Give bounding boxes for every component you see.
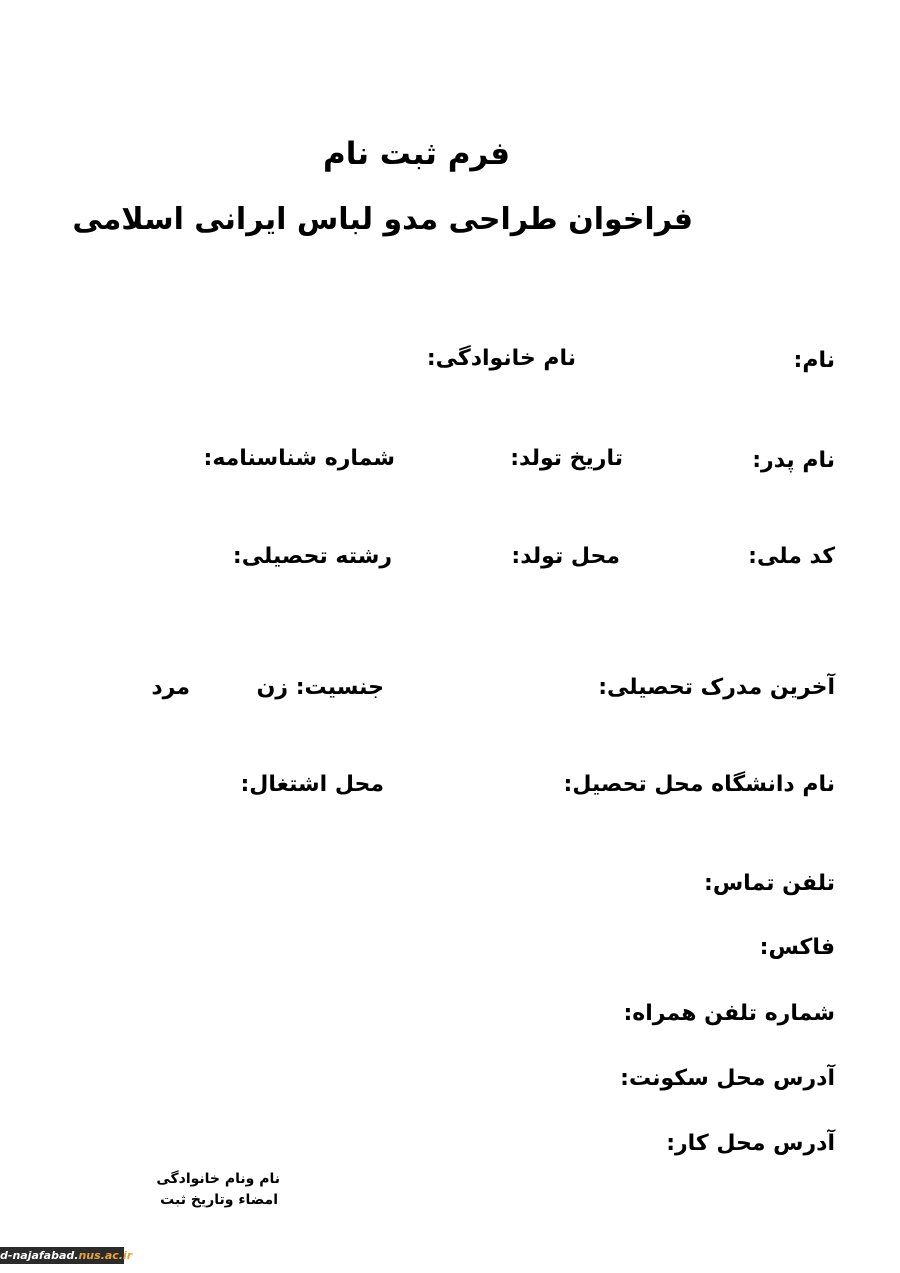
- mobile-label: شماره تلفن همراه:: [623, 1001, 835, 1026]
- home-address-label: آدرس محل سکونت:: [620, 1066, 835, 1091]
- birth-date-label: تاریخ تولد:: [510, 446, 623, 471]
- gender-male-option: مرد: [151, 675, 190, 700]
- workplace-label: محل اشتغال:: [240, 772, 384, 797]
- field-of-study-label: رشته تحصیلی:: [232, 544, 392, 569]
- national-code-label: کد ملی:: [748, 544, 835, 569]
- watermark-suffix: nus.ac.ir: [78, 1249, 133, 1262]
- signature-date-line: امضاء وتاریخ ثبت: [160, 1192, 278, 1208]
- phone-label: تلفن تماس:: [704, 871, 835, 896]
- fax-label: فاکس:: [759, 935, 835, 960]
- last-name-label: نام خانوادگی:: [426, 346, 576, 371]
- birth-place-label: محل تولد:: [511, 544, 620, 569]
- work-address-label: آدرس محل کار:: [666, 1131, 835, 1156]
- first-name-label: نام:: [793, 348, 835, 373]
- form-title: فرم ثبت نام: [323, 136, 510, 172]
- id-number-label: شماره شناسنامه:: [203, 446, 395, 471]
- university-label: نام دانشگاه محل تحصیل:: [563, 772, 835, 797]
- father-name-label: نام پدر:: [752, 448, 835, 473]
- site-watermark: [0, 1247, 133, 1264]
- watermark-prefix: d-najafabad.: [0, 1249, 79, 1262]
- last-degree-label: آخرین مدرک تحصیلی:: [598, 675, 835, 700]
- gender-label: جنسیت: زن: [256, 675, 384, 700]
- form-subtitle: فراخوان طراحی مدو لباس ایرانی اسلامی: [72, 202, 693, 237]
- signature-name-line: نام ونام خانوادگی: [156, 1171, 280, 1187]
